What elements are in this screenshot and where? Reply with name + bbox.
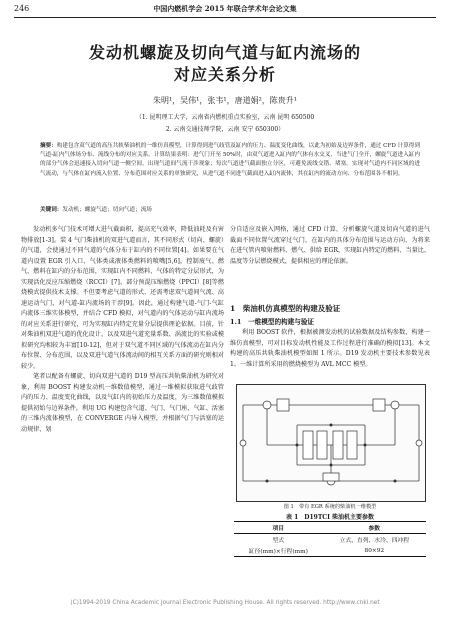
table-cell: 型式 [272,538,285,544]
keywords [40,206,420,215]
header-rule [14,17,436,18]
left-column [21,225,224,435]
right-column-section [230,300,430,370]
table-cell: 立式、直列、水冷、四冲程 [339,538,410,544]
section-1-1-paragraph: 利用 BOOST 软件，根据被测发动机的试验数据及结构参数，构建一维仿真模型，可对目标发动机性能及工作过程进行准确的模拟[13]。本文构建的高压共轨柴油机模型如图 1 所示。D19 发动机主要技术参数见表 1。一维计算所采用的燃烧模型为 AVL MCC 模型。 [230,329,430,368]
keywords-label: 关键词： [40,207,63,213]
abstract-label: 摘要： [40,143,57,149]
authors: 朱明¹，吴伟¹，张韦¹，唐道娟²，陈贵升¹ [152,96,298,105]
table-1-caption: 表 1 D19TCI 柴油机主要参数 [286,514,374,521]
table-row [234,545,426,557]
paper-title-line-2: 对应关系分析 [173,65,276,84]
table-cell: 80×92 [364,547,385,554]
table-header-row [234,522,426,534]
keywords-text: 发动机；螺旋气道；切向气道；流场 [62,207,152,213]
table-row [234,534,426,546]
page-number: 246 [14,4,30,13]
copyright-footer: (C)1994-2019 China Academic Journal Electronic Publishing House. All rights reserved. http://www.cnki.net [70,600,380,606]
affiliation-1: （1. 昆明理工大学，云南省内燃机重点实验室，云南 昆明 650500 [135,114,315,121]
abstract-text: 构建包含双气道的高压共轨柴油机的一维仿真模型，计算得到进气歧管及缸内的压力、温度变化曲线，以此为初始及边界条件，通过 CFD 计算得到气道-缸内气体场分布、流线分布的对应关系。计算结果表明：进气门开至 50%时，由双气道进入缸内的气体有水交叉，当进气门全开，螺旋气道进入缸内的部分气体会迅速接入切向气道一侧空间，出现气道间气流干涉现象；每次气道进气截面独立分区，可避免流线交错、堵塞。实现对气道内不同区域的进气流动，与气体在缸内流入位置、分布范围对应关系的单独研究，从进气道不同进气截面进入缸内流体，其在缸内的流动方向、分布范围各不相同。 [40,143,420,177]
table-header-value: 参数 [368,526,381,532]
affiliation-2: 2. 云南交通技师学院，云南 安宁 650300） [165,126,285,133]
intro-paragraph-1: 发动机多气门技术可增大进气截面积，提高充气效率，降低油耗及有害物排放[1-3]。装 4 气门柴油机的双进气道而言，其不同形式（切向、螺旋）的气道，会使通过不同气道的气体分布于缸内的不同位置[4]。如果要在气道内设置 EGR 引入口、气体类或液体类燃料的喷嘴[5,6]，控制废气、燃气、燃料在缸内的分布范围，实现缸内不同燃料、气体的特定分层形式，为实现活化反应压缩燃烧（RCCI）[7]、部分预混压缩燃烧（PPCI）[8]等燃烧模式提供技术支撑。不但要考虑气道的形式，还需考虑双气道间气流、高速运动气门，对气道-缸内流场的干涉[9]。因此，通过构建气道-气门-气缸内流体三维实体模型，并结合 CFD 模拟，对气道内的气体运动与缸内流场的对应关系进行研究，可为实现缸内特定充量分层提供理论依据。目前，针对柴油机双进气道的优化设计，以及双进气道充量系数、涡流比的实验或模拟研究均相较为丰富[10-12]，但对于双气道不同区域的气体流动在缸内分布位置、分布范围，以及双进气道气体流动间的相互关系方面的研究则相对较少。 [21,226,224,370]
paper-title-line-1: 发动机螺旋及切向气道与缸内流场的 [88,43,361,62]
table-cell: 缸径(mm)×行程(mm) [248,549,308,555]
abstract [40,142,420,179]
engine-model-figure [236,384,426,502]
engine-parameters-table [234,521,426,557]
right-column-top [230,225,430,267]
intro-paragraph-2: 笔者以配备有螺旋、切向双进气道的 D19 型高压共轨柴油机为研究对象，利用 BOOST 构建发动机一维数值模型，通过一维模拟获取进气歧管内的压力、温度变化曲线，以及气缸内的初始压力及温度，为三维数值模拟提供初始与边界条件，利用 UG 构建包含气道、气门、气门座、气缸、活塞的三维内流体模型，在 CONVERGE 内导入模型，并根据气门与活塞的运动规律，划 [21,373,224,433]
figure-1-caption: 图 1 带有 EGR 系统的柴油机一维模型 [283,504,377,510]
engine-model-diagram [237,385,425,501]
section-1-1-heading: 1.1 一维模型的构建与验证 [230,317,315,326]
journal-title: 中国内燃机学会 2015 年联合学术年会论文集 [153,4,297,13]
page-header [14,4,436,18]
intro-paragraph-continued: 分自适应及嵌入网格，通过 CFD 计算，分析螺旋气道及切向气道的进气截面不同位置气流穿过气门，在缸内的具体分布范围与运动方向，为将来在进气管内喷射燃料、燃气、供给 EGR，实现缸内特定的燃料、当量比、温度等分层燃烧模式，提供相应的理论依据。 [230,226,430,265]
section-1-heading: 1 柴油机仿真模型的构建及验证 [230,304,341,313]
table-header-item: 项目 [272,526,285,532]
